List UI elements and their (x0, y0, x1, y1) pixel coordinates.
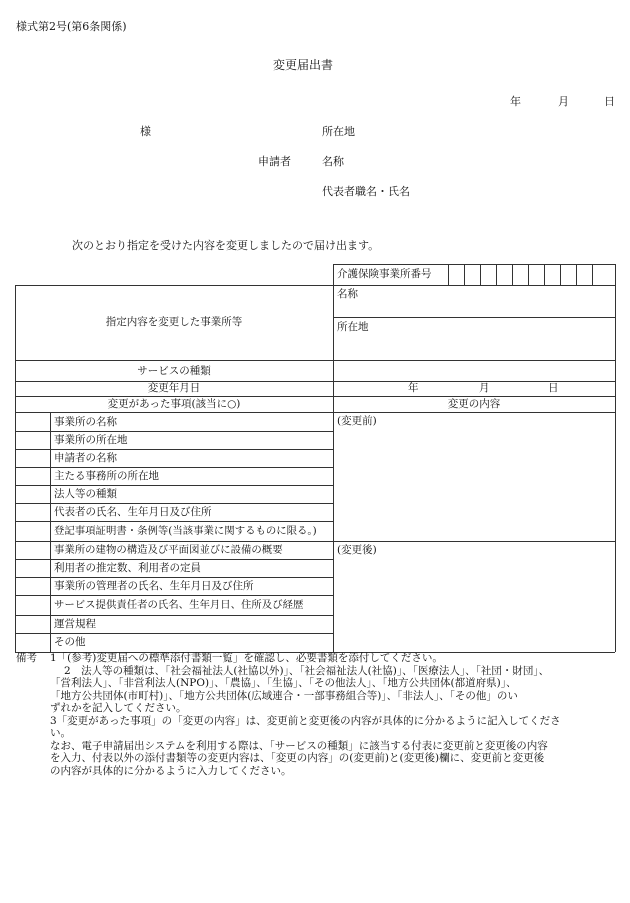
note-4-line-3: の内容が具体的に分かるように入力してください。 (50, 764, 292, 777)
item-manager: 事業所の管理者の氏名、生年月日及び住所 (54, 580, 254, 592)
form-number: 様式第2号(第6条関係) (16, 20, 127, 33)
change-date-year: 年 (408, 382, 419, 394)
note-2-line-2: 「営利法人」、「非営利法人(NPO)」、「農協」、「生協」、「その他法人」、「地方公共団体(都道府県)」、 (50, 677, 517, 689)
item-operating-rules: 運営規程 (54, 618, 96, 630)
item-users: 利用者の推定数、利用者の定員 (54, 562, 201, 574)
intro-text: 次のとおり指定を受けた内容を変更しましたので届け出ます。 (72, 239, 380, 252)
item-other: その他 (54, 636, 86, 648)
date-month: 月 (558, 95, 569, 108)
item-service-manager: サービス提供責任者の氏名、生年月日、住所及び経歴 (54, 599, 304, 611)
note-2-line-4: ずれかを記入してください。 (50, 702, 187, 714)
item-office-address: 事業所の所在地 (54, 434, 128, 446)
item-representative: 代表者の氏名、生年月日及び住所 (54, 506, 212, 518)
note-2-line-1: 2 法人等の種類は、「社会福祉法人(社協以外)」、「社会福祉法人(社協)」、「医療法人」、「社団・財団」、 (64, 664, 550, 677)
before-label: (変更前) (337, 415, 377, 427)
date-year: 年 (510, 95, 521, 108)
office-label: 指定内容を変更した事業所等 (105, 316, 243, 328)
note-1: 1「(参考)変更届への標準添付書類一覧」を確認し、必要書類を添付してください。 (50, 652, 443, 664)
applicant-name-label: 名称 (322, 155, 344, 168)
item-building: 事業所の建物の構造及び平面図並びに設備の概要 (54, 544, 283, 556)
office-number-label: 介護保険事業所番号 (337, 268, 432, 280)
note-3-line-2: い。 (50, 727, 71, 739)
change-date-month: 月 (479, 382, 490, 394)
note-3-line-1: 3「変更があった事項」の「変更の内容」は、変更前と変更後の内容が具体的に分かるように記入してくださ (50, 714, 561, 727)
change-date-day: 日 (548, 382, 559, 394)
item-applicant-name: 申請者の名称 (54, 452, 117, 464)
office-address-label: 所在地 (337, 321, 369, 333)
note-2-line-3: 「地方公共団体(市町村)」、「地方公共団体(広域連合・一部事務組合等)」、「非法人」、「その他」のい (50, 689, 518, 702)
service-type-label: サービスの種類 (137, 365, 211, 377)
change-date-label: 変更年月日 (147, 382, 201, 394)
date-day: 日 (604, 95, 615, 108)
note-4-line-1: なお、電子申請届出システムを利用する際は、「サービスの種類」に該当する付表に変更前と変更後の内容 (50, 739, 548, 752)
applicant-label: 申請者 (258, 155, 291, 168)
office-name-label: 名称 (337, 288, 358, 300)
item-corporation-type: 法人等の種類 (54, 488, 117, 500)
page-title: 変更届出書 (273, 58, 334, 72)
changed-items-header: 変更があった事項(該当に○) (107, 398, 241, 410)
after-label: (変更後) (337, 544, 377, 556)
item-office-name: 事業所の名称 (54, 416, 117, 428)
applicant-representative-label: 代表者職名・氏名 (322, 185, 410, 198)
applicant-address-label: 所在地 (322, 125, 355, 138)
item-registration: 登記事項証明書・条例等(当該事業に関するものに限る。) (54, 525, 317, 537)
item-main-office-address: 主たる事務所の所在地 (54, 470, 159, 482)
notes-section (16, 652, 616, 777)
changed-content-header: 変更の内容 (447, 398, 501, 410)
notes-label: 備考 (16, 652, 37, 664)
note-4-line-2: を入力、付表以外の添付書類等の変更内容は、「変更の内容」の(変更前)と(変更後)欄に、変更前と変更後 (50, 752, 545, 764)
addressee-suffix: 様 (140, 125, 151, 138)
